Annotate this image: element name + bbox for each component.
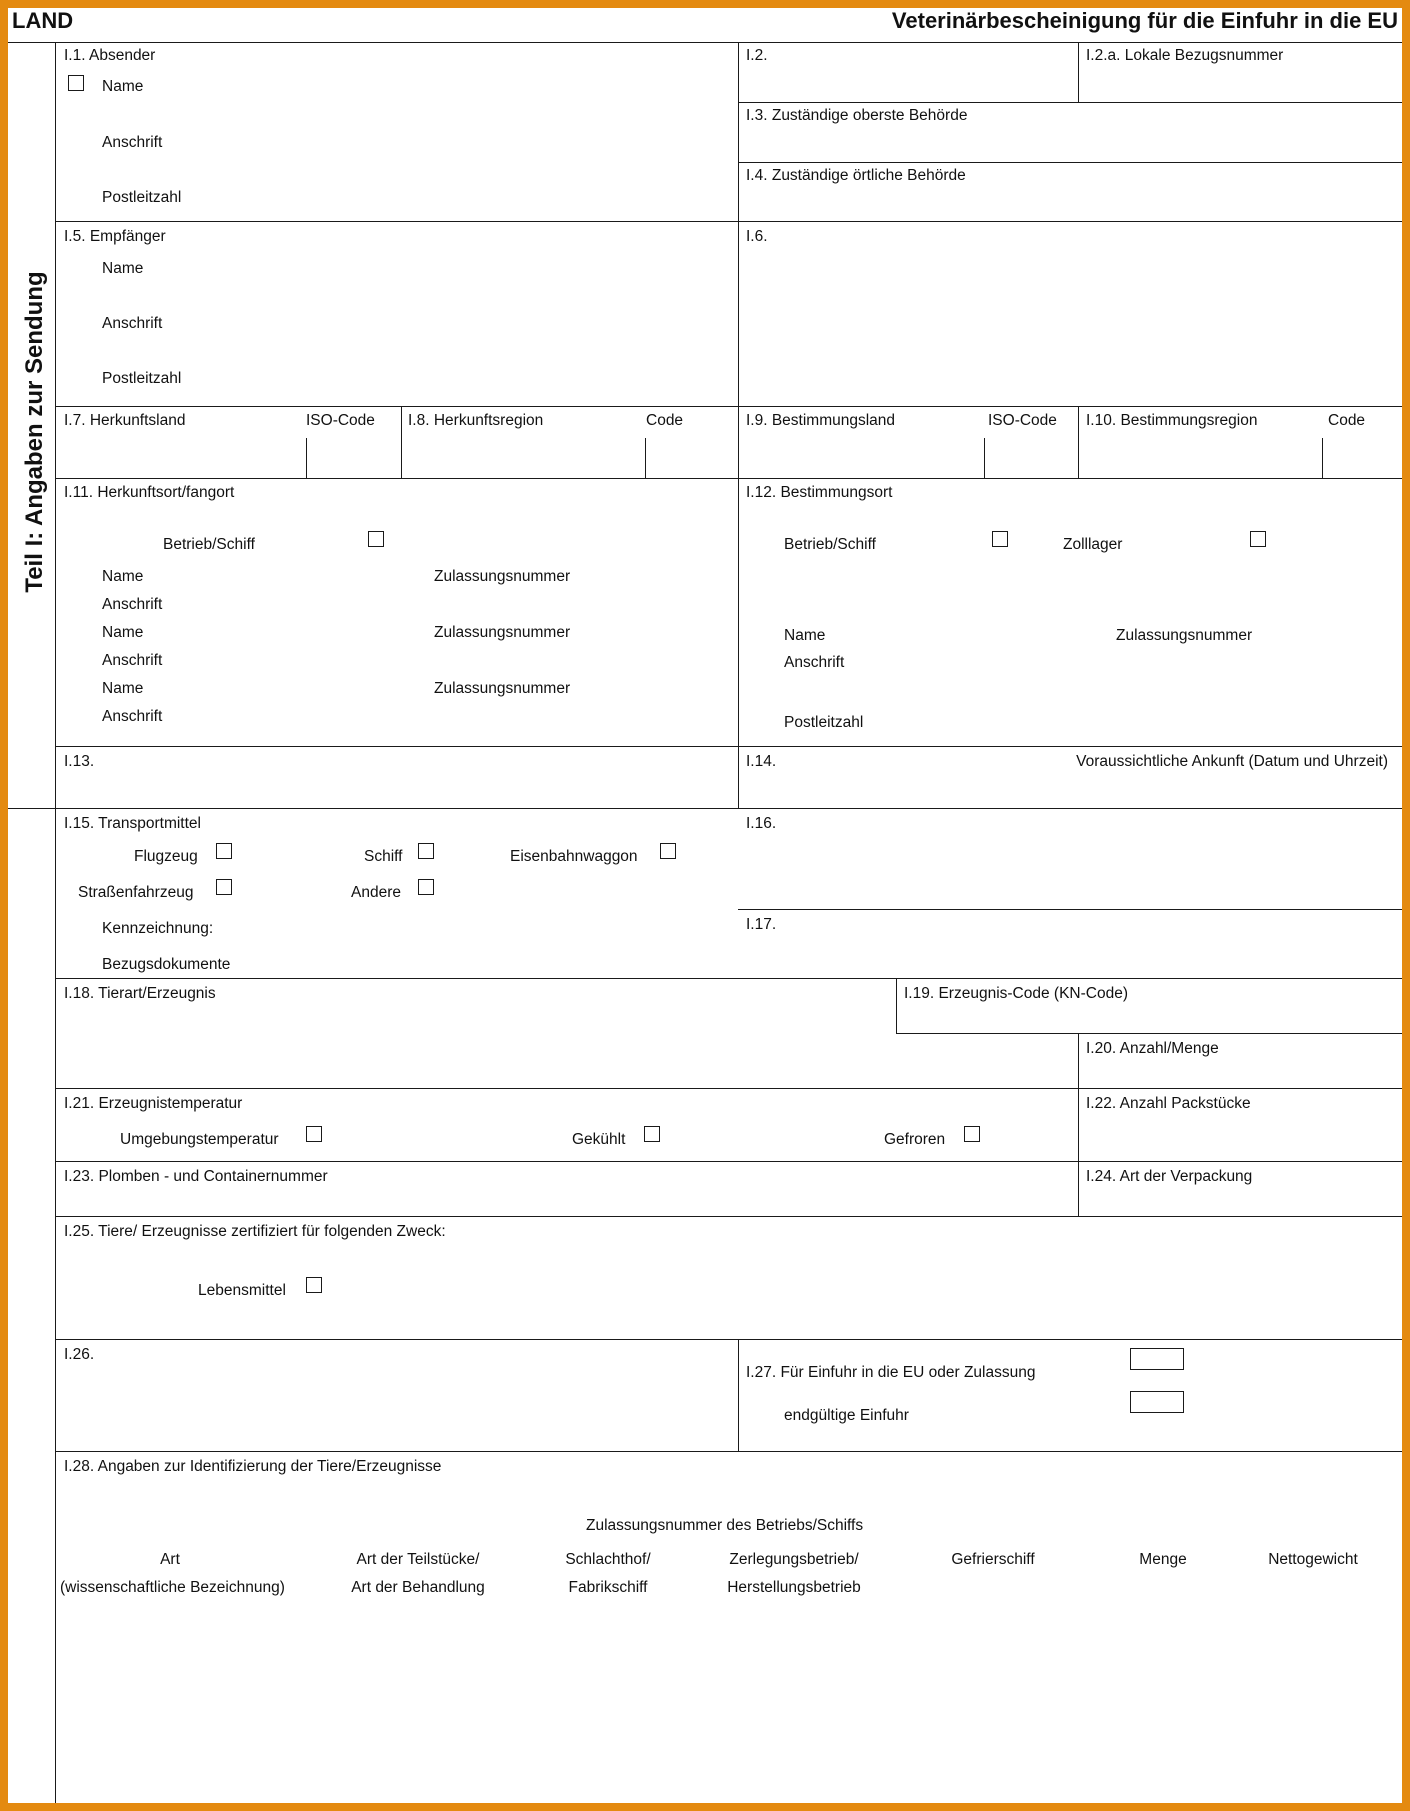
i11-anschrift-label: Anschrift xyxy=(102,708,163,725)
i27-endgueltige-label: endgültige Einfuhr xyxy=(784,1407,909,1424)
rule xyxy=(1078,406,1079,478)
field-i7-label: I.7. Herkunftsland xyxy=(64,412,186,429)
rule xyxy=(55,1216,1402,1217)
i14-arrival-label: Voraussichtliche Ankunft (Datum und Uhrzeit) xyxy=(1076,753,1388,770)
i1-name-label: Name xyxy=(102,78,144,95)
i21-umgebung-checkbox[interactable] xyxy=(306,1126,322,1142)
i11-zulassungsnummer-label: Zulassungsnummer xyxy=(434,568,571,585)
i1-postleitzahl-label: Postleitzahl xyxy=(102,189,182,206)
i28-group-label: Zulassungsnummer des Betriebs/Schiffs xyxy=(586,1517,864,1534)
field-i5-label: I.5. Empfänger xyxy=(64,228,166,245)
i1-anschrift-label: Anschrift xyxy=(102,134,163,151)
field-i16-label: I.16. xyxy=(746,815,777,832)
i11-betrieb-schiff-label: Betrieb/Schiff xyxy=(163,536,255,553)
i15-andere-label: Andere xyxy=(351,884,401,901)
i5-name-label: Name xyxy=(102,260,144,277)
i28-col-teilstuecke-1: Art der Teilstücke/ xyxy=(356,1551,480,1568)
rule xyxy=(645,438,646,478)
i21-gefroren-label: Gefroren xyxy=(884,1131,946,1148)
i15-andere-checkbox[interactable] xyxy=(418,879,434,895)
rule xyxy=(306,438,307,478)
i25-lebensmittel-checkbox[interactable] xyxy=(306,1277,322,1293)
rule xyxy=(738,909,1402,910)
rule xyxy=(55,746,1402,747)
i11-anschrift-label: Anschrift xyxy=(102,652,163,669)
i15-bezugsdokumente-label: Bezugsdokumente xyxy=(102,956,231,973)
i28-col-schlachthof-1: Schlachthof/ xyxy=(565,1551,651,1568)
i10-code-label: Code xyxy=(1328,412,1366,429)
i12-zolllager-label: Zolllager xyxy=(1063,536,1123,553)
i5-postleitzahl-label: Postleitzahl xyxy=(102,370,182,387)
header-title: Veterinärbescheinigung für die Einfuhr in die EU xyxy=(891,8,1398,33)
field-i22-label: I.22. Anzahl Packstücke xyxy=(1086,1095,1251,1112)
field-i13-label: I.13. xyxy=(64,753,95,770)
rule xyxy=(8,808,1402,809)
field-i9-label: I.9. Bestimmungsland xyxy=(746,412,896,429)
field-i28-label: I.28. Angaben zur Identifizierung der Tiere/Erzeugnisse xyxy=(64,1458,442,1475)
rule xyxy=(55,478,1402,479)
i28-col-gefrierschiff-1: Gefrierschiff xyxy=(951,1551,1035,1568)
rule xyxy=(401,406,402,478)
i12-betrieb-schiff-label: Betrieb/Schiff xyxy=(784,536,876,553)
i28-col-teilstuecke-2: Art der Behandlung xyxy=(351,1579,485,1596)
side-label: Teil I: Angaben zur Sendung xyxy=(21,271,48,593)
rule xyxy=(896,978,897,1033)
field-i15-label: I.15. Transportmittel xyxy=(64,815,201,832)
rule xyxy=(738,162,1402,163)
rule xyxy=(55,978,1402,979)
rule xyxy=(738,1339,739,1451)
i11-zulassungsnummer-label: Zulassungsnummer xyxy=(434,624,571,641)
i11-anschrift-label: Anschrift xyxy=(102,596,163,613)
i15-eisenbahnwaggon-checkbox[interactable] xyxy=(660,843,676,859)
rule xyxy=(984,438,985,478)
field-i4-label: I.4. Zuständige örtliche Behörde xyxy=(746,167,966,184)
field-i24-label: I.24. Art der Verpackung xyxy=(1086,1168,1253,1185)
i11-betrieb-checkbox[interactable] xyxy=(368,531,384,547)
i11-zulassungsnummer-label: Zulassungsnummer xyxy=(434,680,571,697)
i28-col-art-1: Art xyxy=(160,1551,180,1568)
field-i6-label: I.6. xyxy=(746,228,768,245)
i25-lebensmittel-label: Lebensmittel xyxy=(198,1282,286,1299)
field-i19-label: I.19. Erzeugnis-Code (KN-Code) xyxy=(904,985,1128,1002)
i12-betrieb-checkbox[interactable] xyxy=(992,531,1008,547)
rule xyxy=(55,1339,1402,1340)
i21-gekuehlt-checkbox[interactable] xyxy=(644,1126,660,1142)
i11-name-label: Name xyxy=(102,568,144,585)
rule xyxy=(55,221,1402,222)
field-i27-label: I.27. Für Einfuhr in die EU oder Zulassung xyxy=(746,1364,1036,1381)
rule xyxy=(55,1088,1078,1089)
i11-name-label: Name xyxy=(102,624,144,641)
i12-postleitzahl-label: Postleitzahl xyxy=(784,714,864,731)
i12-zulassungsnummer-label: Zulassungsnummer xyxy=(1116,627,1253,644)
field-i1-label: I.1. Absender xyxy=(64,47,156,64)
i5-anschrift-label: Anschrift xyxy=(102,315,163,332)
certificate-page xyxy=(8,8,1402,1803)
field-i20-label: I.20. Anzahl/Menge xyxy=(1086,1040,1219,1057)
i1-checkbox[interactable] xyxy=(68,75,84,91)
i15-flugzeug-checkbox[interactable] xyxy=(216,843,232,859)
i12-anschrift-label: Anschrift xyxy=(784,654,845,671)
field-i26-label: I.26. xyxy=(64,1346,95,1363)
field-i2-label: I.2. xyxy=(746,47,768,64)
field-i10-label: I.10. Bestimmungsregion xyxy=(1086,412,1258,429)
i27-endgueltige-box[interactable] xyxy=(1130,1391,1184,1413)
rule xyxy=(738,42,739,809)
i15-strassenfahrzeug-label: Straßenfahrzeug xyxy=(78,884,194,901)
i21-gefroren-checkbox[interactable] xyxy=(964,1126,980,1142)
field-i8-label: I.8. Herkunftsregion xyxy=(408,412,544,429)
rule xyxy=(55,1451,1402,1452)
field-i17-label: I.17. xyxy=(746,916,777,933)
i11-name-label: Name xyxy=(102,680,144,697)
field-i18-label: I.18. Tierart/Erzeugnis xyxy=(64,985,216,1002)
i15-strassenfahrzeug-checkbox[interactable] xyxy=(216,879,232,895)
i8-code-label: Code xyxy=(646,412,684,429)
rule xyxy=(55,42,56,1803)
i28-col-schlachthof-2: Fabrikschiff xyxy=(568,1579,648,1596)
i27-zulassung-box[interactable] xyxy=(1130,1348,1184,1370)
rule xyxy=(8,42,1402,43)
i12-name-label: Name xyxy=(784,627,826,644)
i28-col-zerlegung-1: Zerlegungsbetrieb/ xyxy=(729,1551,859,1568)
field-i12-label: I.12. Bestimmungsort xyxy=(746,484,893,501)
field-i11-label: I.11. Herkunftsort/fangort xyxy=(64,484,235,501)
field-i25-label: I.25. Tiere/ Erzeugnisse zertifiziert für folgenden Zweck: xyxy=(64,1223,446,1240)
rule xyxy=(738,102,1402,103)
field-i2a-label: I.2.a. Lokale Bezugsnummer xyxy=(1086,47,1284,64)
field-i3-label: I.3. Zuständige oberste Behörde xyxy=(746,107,968,124)
i7-iso-code-label: ISO-Code xyxy=(306,412,375,429)
field-i21-label: I.21. Erzeugnistemperatur xyxy=(64,1095,243,1112)
header-country: LAND xyxy=(12,8,74,33)
i28-col-art-2: (wissenschaftliche Bezeichnung) xyxy=(60,1579,285,1596)
i28-col-zerlegung-2: Herstellungsbetrieb xyxy=(727,1579,861,1596)
i15-eisenbahnwaggon-label: Eisenbahnwaggon xyxy=(510,848,638,865)
i15-schiff-label: Schiff xyxy=(364,848,403,865)
i12-zolllager-checkbox[interactable] xyxy=(1250,531,1266,547)
i15-schiff-checkbox[interactable] xyxy=(418,843,434,859)
field-i23-label: I.23. Plomben - und Containernummer xyxy=(64,1168,328,1185)
rule xyxy=(55,1161,1402,1162)
rule xyxy=(1078,1088,1402,1089)
i21-umgebungstemperatur-label: Umgebungstemperatur xyxy=(120,1131,279,1148)
i28-col-menge-1: Menge xyxy=(1139,1551,1187,1568)
rule xyxy=(1078,42,1079,102)
rule xyxy=(896,1033,1402,1034)
i21-gekuehlt-label: Gekühlt xyxy=(572,1131,626,1148)
rule xyxy=(1322,438,1323,478)
i28-col-nettogewicht-1: Nettogewicht xyxy=(1268,1551,1358,1568)
rule xyxy=(1078,1033,1079,1216)
i9-iso-code-label: ISO-Code xyxy=(988,412,1057,429)
rule xyxy=(55,406,1402,407)
field-i14-label: I.14. xyxy=(746,753,777,770)
i15-flugzeug-label: Flugzeug xyxy=(134,848,198,865)
i15-kennzeichnung-label: Kennzeichnung: xyxy=(102,920,214,937)
